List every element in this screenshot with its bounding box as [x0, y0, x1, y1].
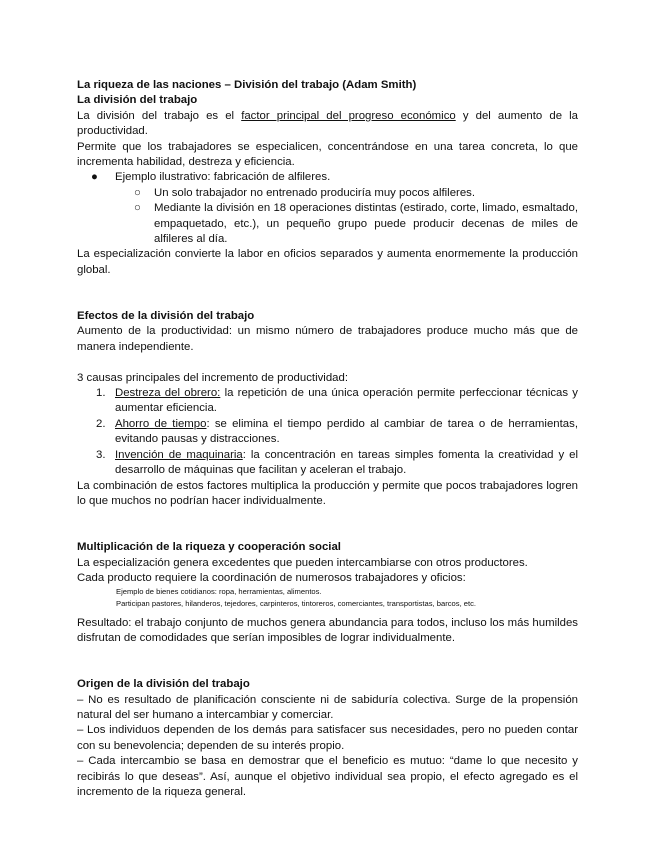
- bullet-icon: ●: [91, 171, 98, 184]
- sub-bullet-item: [77, 186, 578, 201]
- numbered-item: [77, 417, 578, 448]
- bullet-text: Ejemplo ilustrativo: fabricación de alfileres.: [115, 171, 331, 184]
- causes-intro: 3 causas principales del incremento de productividad:: [77, 371, 349, 384]
- document-body: [77, 78, 578, 800]
- paragraph-result: Resultado: el trabajo conjunto de muchos genera abundancia para todos, incluso los más humildes disfrutan de comodidades que serían imposibles de lograr individualmente.: [77, 616, 578, 644]
- numbered-item: [77, 448, 578, 479]
- paragraph-productivity: Aumento de la productividad: un mismo número de trabajadores produce mucho más que de manera independiente.: [77, 325, 578, 353]
- item-number: 2.: [96, 417, 106, 430]
- small-note: Participan pastores, hilanderos, tejedores, carpinteros, tintoreros, comerciantes, transportistas, barcos, etc.: [116, 598, 477, 608]
- item-term: Ahorro de tiempo: [115, 417, 207, 430]
- section-heading-effects: Efectos de la división del trabajo: [77, 310, 255, 323]
- item-text: : se elimina el tiempo perdido al cambiar de tarea o de herramientas, evitando pausas y distracciones.: [115, 417, 578, 446]
- document-title: La riqueza de las naciones – División del trabajo (Adam Smith): [77, 79, 417, 91]
- small-note: Ejemplo de bienes cotidianos: ropa, herramientas, alimentos.: [116, 587, 322, 597]
- paragraph-origin-3: – Cada intercambio se basa en demostrar que el beneficio es mutuo: “dame lo que necesito y recibirás lo que deseas”. Así, aunque el objetivo individual sea propio, el efecto agregado es el incremento de la riqueza general.: [77, 755, 578, 798]
- paragraph-division-intro: [77, 109, 578, 140]
- sub-bullet-text: Mediante la división en 18 operaciones distintas (estirado, corte, limado, esmaltado, empaquetado, etc.), un pequeño grupo puede producir decenas de miles de alfileres al día.: [154, 202, 578, 246]
- paragraph-specialization: Permite que los trabajadores se especialicen, concentrándose en una tarea concreta, lo que incrementa habilidad, destreza y eficiencia.: [77, 140, 578, 169]
- numbered-item: [77, 386, 578, 417]
- sub-bullet-text: Un solo trabajador no entrenado produciría muy pocos alfileres.: [154, 186, 476, 199]
- paragraph-specialization-result: La especialización convierte la labor en oficios separados y aumenta enormemente la producción global.: [77, 248, 578, 276]
- item-number: 3.: [96, 448, 106, 461]
- paragraph-effects-summary: La combinación de estos factores multiplica la producción y permite que pocos trabajadores logren lo que muchos no podrían hacer individualmente.: [77, 479, 578, 507]
- item-term: Destreza del obrero:: [115, 387, 221, 400]
- sub-bullet-item: [77, 201, 578, 247]
- bullet-item: [77, 170, 578, 185]
- paragraph-surplus: La especialización genera excedentes que pueden intercambiarse con otros productores.: [77, 556, 528, 569]
- paragraph-origin-1: – No es resultado de planificación consciente ni de sabiduría colectiva. Surge de la propensión natural del ser humano a intercambiar y comerciar.: [77, 693, 578, 721]
- item-number: 1.: [96, 387, 106, 400]
- section-heading-wealth: Multiplicación de la riqueza y cooperación social: [77, 541, 341, 554]
- item-term: Invención de maquinaria: [115, 448, 243, 461]
- text-span: y del aumento de la productividad.: [77, 109, 578, 138]
- section-heading-division: La división del trabajo: [77, 94, 198, 107]
- text-span: La división del trabajo es el: [77, 109, 242, 122]
- paragraph-coordination: Cada producto requiere la coordinación de numerosos trabajadores y oficios:: [77, 571, 466, 584]
- item-text: : la concentración en tareas simples fomenta la creatividad y el desarrollo de máquinas que facilitan y aceleran el trabajo.: [115, 448, 578, 477]
- item-text: la repetición de una única operación permite perfeccionar técnicas y aumentar eficiencia.: [115, 387, 579, 415]
- circle-bullet-icon: ○: [134, 186, 141, 199]
- circle-bullet-icon: ○: [134, 202, 141, 215]
- section-heading-origin: Origen de la división del trabajo: [77, 678, 250, 691]
- underlined-phrase: factor principal del progreso económico: [241, 109, 456, 122]
- paragraph-origin-2: – Los individuos dependen de los demás para satisfacer sus necesidades, pero no pueden contar con su benevolencia; dependen de su interés propio.: [77, 724, 578, 752]
